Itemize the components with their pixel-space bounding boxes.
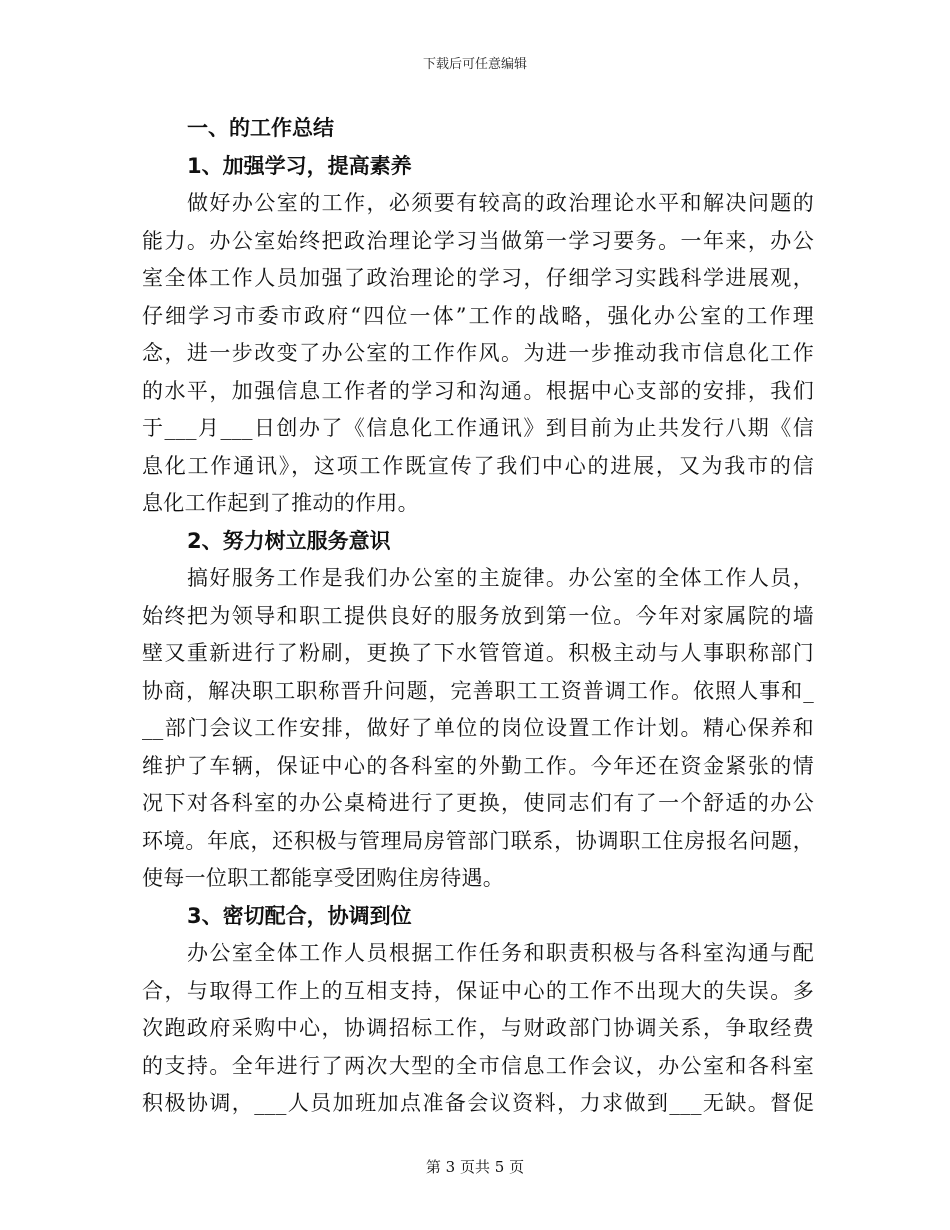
paragraph-line: 壁又重新进行了粉刷，更换了下水管管道。积极主动与人事职称部门 [142, 641, 814, 665]
paragraph-line: 合，与取得工作上的互相支持，保证中心的工作不出现大的失误。多 [142, 978, 814, 1003]
paragraph-line: 室全体工作人员加强了政治理论的学习，仔细学习实践科学进展观， [142, 266, 814, 290]
paragraph-line: 搞好服务工作是我们办公室的主旋律。办公室的全体工作人员， [187, 566, 814, 590]
paragraph-line: 能力。办公室始终把政治理论学习当做第一学习要务。一年来，办公 [142, 228, 814, 253]
paragraph-line: 积极协调，___人员加班加点准备会议资料，力求做到___无缺。督促 [142, 1091, 814, 1115]
document-body [142, 110, 814, 1123]
section-heading-1: 1、加强学习，提高素养 [187, 153, 412, 178]
paragraph-1 [142, 185, 814, 523]
page-footer: 第 3 页共 5 页 [425, 1158, 525, 1176]
paragraph-line: 始终把为领导和职工提供良好的服务放到第一位。今年对家属院的墙 [142, 603, 814, 628]
paragraph-line: 的支持。全年进行了两次大型的全市信息工作会议，办公室和各科室 [142, 1053, 814, 1078]
paragraph-line: 念，进一步改变了办公室的工作作风。为进一步推动我市信息化工作 [142, 341, 814, 365]
paragraph-line: 办公室全体工作人员根据工作任务和职责积极与各科室沟通与配 [187, 941, 814, 965]
paragraph-line: 做好办公室的工作，必须要有较高的政治理论水平和解决问题的 [187, 191, 814, 215]
section-heading-2: 2、努力树立服务意识 [187, 528, 391, 553]
paragraph-line: 况下对各科室的办公桌椅进行了更换，使同志们有了一个舒适的办公 [142, 791, 814, 815]
header-note: 下载后可任意编辑 [422, 57, 527, 72]
section-heading-3: 3、密切配合，协调到位 [187, 903, 412, 928]
section-title: 一、的工作总结 [187, 116, 334, 140]
paragraph-line: 次跑政府采购中心，协调招标工作，与财政部门协调关系，争取经费 [142, 1016, 814, 1040]
paragraph-line: 使每一位职工都能享受团购住房待遇。 [142, 866, 505, 890]
paragraph-3 [142, 935, 814, 1123]
paragraph-line: 于___月___日创办了《信息化工作通讯》到目前为止共发行八期《信 [142, 416, 814, 440]
paragraph-line: 息化工作通讯》，这项工作既宣传了我们中心的进展，又为我市的信 [142, 453, 814, 478]
paragraph-line: 环境。年底，还积极与管理局房管部门联系，协调职工住房报名问题， [142, 828, 814, 853]
paragraph-line: 仔细学习市委市政府“四位一体”工作的战略，强化办公室的工作理 [142, 303, 814, 328]
paragraph-2 [142, 560, 814, 898]
paragraph-line: 的水平，加强信息工作者的学习和沟通。根据中心支部的安排，我们 [142, 378, 814, 403]
paragraph-line: 协商，解决职工职称晋升问题，完善职工工资普调工作。依照人事和_ [142, 678, 814, 703]
paragraph-line: 息化工作起到了推动的作用。 [142, 491, 419, 515]
paragraph-line: __部门会议工作安排，做好了单位的岗位设置工作计划。精心保养和 [142, 716, 814, 740]
paragraph-line: 维护了车辆，保证中心的各科室的外勤工作。今年还在资金紧张的情 [142, 753, 814, 778]
